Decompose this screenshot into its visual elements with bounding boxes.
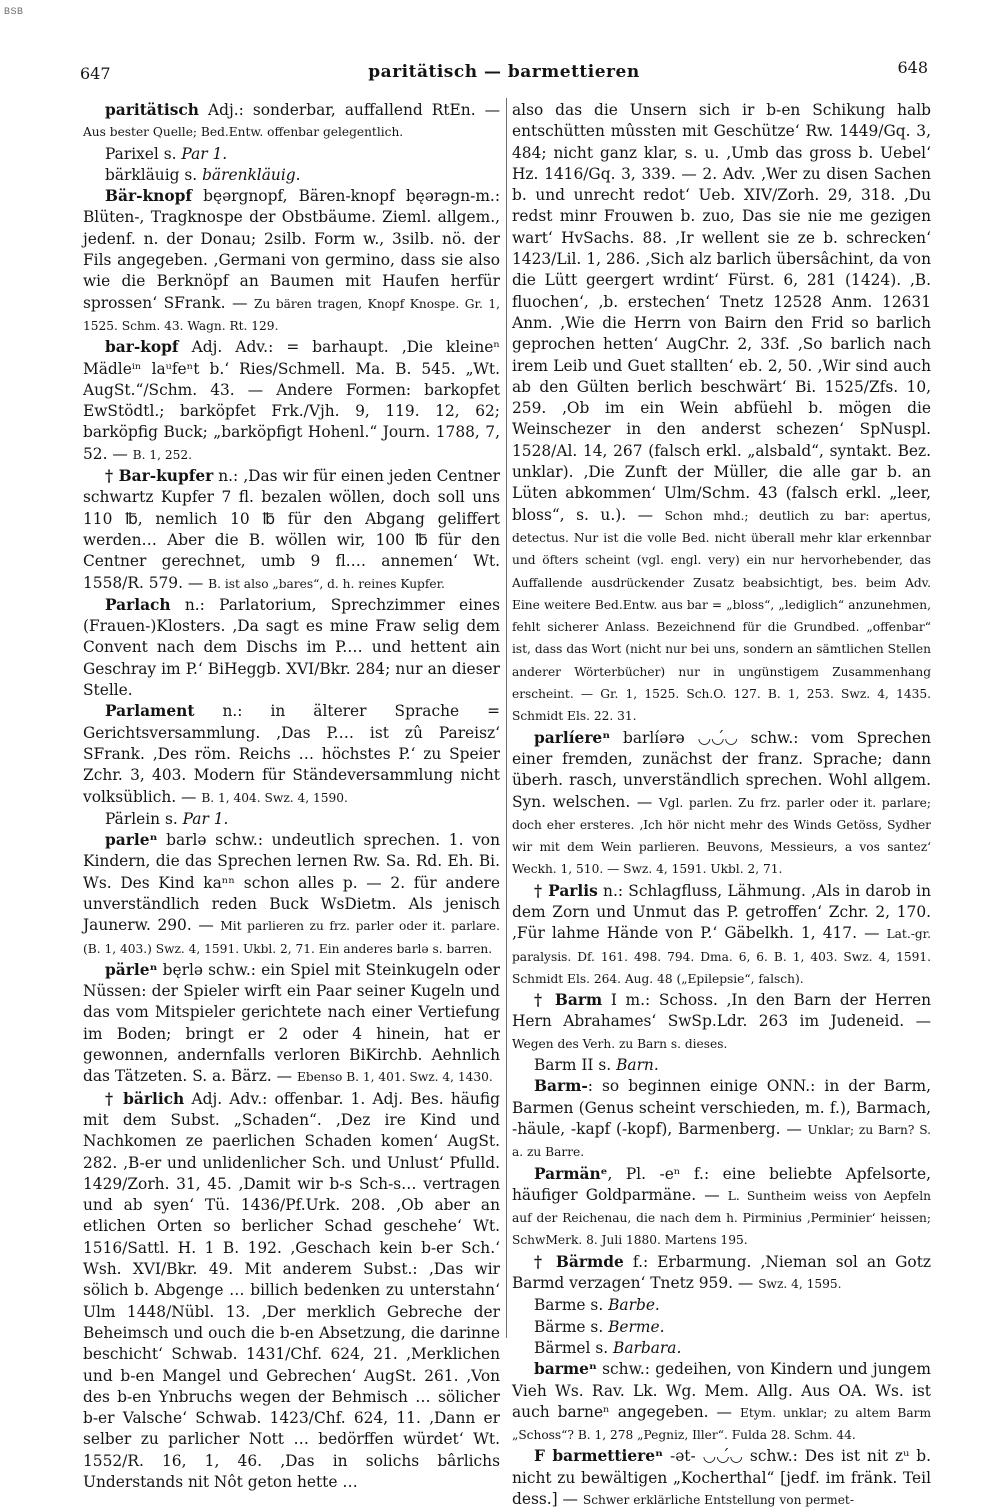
library-stamp: BSB xyxy=(4,6,24,16)
headword: Parlament xyxy=(105,702,195,721)
headword: Parlach xyxy=(105,595,171,614)
entry-note: L. Suntheim weiss von Aepfeln auf der Reichenau, die nach dem h. Pirminius ‚Perminier‘ heissen; SchwMerk. 8. Juli 1880. Martens 195. xyxy=(512,1188,931,1248)
entry-text: Parixel s. xyxy=(105,144,182,163)
cross-reference: Par 1. xyxy=(182,809,229,828)
entry-note: B. 1, 404. Swz. 4, 1590. xyxy=(201,790,348,805)
entry-text: Barme s. xyxy=(534,1296,609,1315)
entry-note: B. 1, 252. xyxy=(132,447,192,462)
entry-text: bęrlə schw.: ein Spiel mit Steinkugeln oder Nüssen: der Spieler wirft ein Paar seiner Kugeln und das vom Mitspieler gerichtete nach einer Vertiefung im Boden; bringt er 2 oder 4 hinein, hat er gewonnen, andernfalls verloren BiKirchb. Aehnlich das Tätzeten. S. a. Bärz. — xyxy=(83,960,500,1086)
headword: † Parlis xyxy=(534,881,598,900)
cross-reference: bärenkläuig. xyxy=(202,165,301,184)
dictionary-entry xyxy=(83,809,500,830)
entry-text: barlə schw.: undeutlich sprechen. 1. von Kindern, die das Sprechen lernen Rw. Sa. Rd. Eh. Bi. Ws. Des Kind kaⁿⁿ schon alles p. — 2. für andere unverständlich reden Buck WsDietm. Als jenisch Jaunerw. 290. — xyxy=(83,831,500,935)
running-title: paritätisch — barmettieren xyxy=(368,62,640,82)
dictionary-entry xyxy=(512,1076,931,1163)
entry-note: Aus bester Quelle; Bed.Entw. offenbar gelegentlich. xyxy=(83,125,404,140)
left-column xyxy=(83,100,500,1493)
entry-text: n.: ‚Das wir für einen jeden Centner schwartz Kupfer 7 fl. bezalen wöllen, doch soll uns 110 ℔, nemlich 10 ℔ für den Abgang geliffert werden… Aber die B. wöllen wir, 100 ℔ für den Centner gerechnet, umb 9 fl.… annemen‘ Wt. 1558/R. 579. — xyxy=(83,467,500,592)
entry-note: Unklar; zu Barn? S. a. zu Barre. xyxy=(512,1122,931,1160)
dictionary-entry xyxy=(83,960,500,1089)
dictionary-entry xyxy=(512,1359,931,1446)
page-number-left: 647 xyxy=(80,64,111,83)
headword: † Barm xyxy=(534,991,603,1010)
headword: parlíereⁿ xyxy=(534,728,611,747)
entry-note: Vgl. parlen. Zu frz. parler oder it. parlare; doch eher ersteres. ‚Ich hör nicht mehr des Winds Getöss, Sydher wir mit dem Wein parlieren. Beuvons, Messieurs, a vos santez‘ Weckh. 1, 510. — Swz. 4, 1591. Ukbl. 2, 71. xyxy=(512,795,931,877)
entry-text: barlíərə ◡◡́◡ schw.: vom Sprechen einer fremden, zunächst der franz. Sprache; dann überh. rasch, unverständlich sprechen. Wohl allgem. Syn. welschen. — xyxy=(512,728,931,811)
entry-text: Adj.: sonderbar, auffallend RtEn. — xyxy=(198,101,500,119)
right-column xyxy=(512,100,931,1511)
dictionary-entry xyxy=(512,100,931,728)
headword: barmeⁿ xyxy=(534,1360,597,1379)
entry-text: , Pl. -eⁿ f.: eine beliebte Apfelsorte, häufiger Goldparmäne. — xyxy=(512,1164,931,1204)
headword: Barm- xyxy=(534,1077,588,1096)
entry-text: n.: in älterer Sprache = Gerichtsversammlung. ‚Das P.… ist zû Pareisz‘ SFrank. ‚Des röm. Reichs … höchstes P.‘ zu Speier Zchr. 3, 403. Modern für Ständeversammlung nicht volksüblich. — xyxy=(83,702,500,806)
entry-text: bęərgnopf, Bären-knopf bęərəgn-m.: Blüten-, Tragknospe der Obstbäume. Zieml. allgem., jedenf. n. der Donau; 2silb. Form w., 3silb. nö. der Fils angegeben. ‚Germani von germino, dass sie also wie die Berknöpf an Baumen mit Haufen herfür sprossen‘ SFrank. — xyxy=(83,187,500,312)
dictionary-entry xyxy=(512,881,931,990)
entry-note: Mit parlieren zu frz. parler oder it. parlare. (B. 1, 403.) Swz. 4, 1591. Ukbl. 2, 71. Ein anderes barlə s. barren. xyxy=(83,919,500,956)
dictionary-entry xyxy=(512,728,931,881)
dictionary-entry xyxy=(512,1446,931,1511)
headword: paritätisch xyxy=(105,101,199,119)
headword: † Bärmde xyxy=(534,1252,624,1271)
cross-reference: Par 1. xyxy=(181,144,228,163)
dictionary-entry xyxy=(83,1089,500,1494)
entry-note: Ebenso B. 1, 401. Swz. 4, 1430. xyxy=(296,1070,493,1085)
entry-text: schw.: gedeihen, von Kindern und jungem Vieh Ws. Rav. Lk. Wg. Mem. Allg. Aus OA. Ws. ist auch barneⁿ angegeben. — xyxy=(512,1360,931,1421)
headword: † bärlich xyxy=(105,1089,185,1108)
dictionary-entry xyxy=(83,165,500,186)
entry-text: n.: Parlatorium, Sprechzimmer eines (Frauen-)Klosters. ‚Da sagt es mine Fraw selig dem Convent nach dem Dischs im P.… und hettent ain Geschray im P.‘ BiHeggb. XVI/Bkr. 284; nur an dieser Stelle. xyxy=(83,595,500,700)
headword: † Bar-kupfer xyxy=(105,467,214,486)
entry-text: f.: Erbarmung. ‚Nieman sol an Gotz Barmd verzagen‘ Tnetz 959. — xyxy=(512,1252,931,1293)
headword: Bär-knopf xyxy=(105,187,192,206)
page-number-right: 648 xyxy=(897,58,928,77)
cross-reference: Berme. xyxy=(608,1317,665,1336)
entry-note: Zu bären tragen, Knopf Knospe. Gr. 1, 1525. Schm. 43. Wagn. Rt. 129. xyxy=(83,296,500,333)
entry-text: I m.: Schoss. ‚In den Barn der Herren Hern Abrahames‘ SwSp.Ldr. 263 im Judeneid. — xyxy=(512,991,932,1031)
entry-text: : so beginnen einige ONN.: in der Barm, Barmen (Genus scheint verschieden, m. f.), Barmach, -häule, -kapf (-kopf), Barmenberg. — xyxy=(512,1077,931,1138)
entry-text: Barm II s. xyxy=(534,1056,617,1075)
entry-note: Etym. unklar; zu altem Barm „Schoss“? B. 1, 278 „Pegniz, Iller“. Fulda 28. Schm. 44. xyxy=(512,1405,931,1443)
dictionary-entry xyxy=(512,1164,931,1252)
dictionary-entry xyxy=(512,1338,931,1359)
dictionary-entry xyxy=(83,186,500,337)
dictionary-entry xyxy=(83,337,500,466)
dictionary-entry xyxy=(83,144,500,165)
column-divider xyxy=(506,98,507,1338)
headword: bar-kopf xyxy=(105,338,179,357)
entry-note: Swz. 4, 1595. xyxy=(758,1277,842,1292)
entry-text: n.: Schlagfluss, Lähmung. ‚Als in darob in dem Zorn und Unmut das P. getroffen‘ Zchr. 2, 170. ‚Für lahme Hände von P.‘ Gäbelkh. 1, 417. — xyxy=(512,881,931,943)
entry-text: Bärmel s. xyxy=(534,1338,614,1357)
entry-text: also das die Unsern sich ir b-en Schikung halb entschütten mûssten mit Geschütze‘ Rw. 1449/Gq. 3, 484; nicht ganz klar, s. u. ‚Umb das gross b. Uebel‘ Hz. 1416/Gq. 3, 339. — 2. Adv. ‚Wer zu disen Sachen b. und unrecht redot‘ Ueb. XIV/Zorh. 29, 318. ‚Du redst minr Frouwen b. zuo, Das sie nie me gezigen wart‘ HvSachs. 88. ‚Ir wellent sie ze b. schrecken‘ 1423/Lil. 1, 286. ‚Sich alz barlich übersâchint, da von die Lütt geergert wrdint‘ Fürst. 6, 281 (1424). ‚B. fluochen‘, ‚b. erstechen‘ Tnetz 12528 Anm. 12631 Anm. ‚Wie die Herrn von Bairn den Frid so barlich geprochen hetten‘ AugChr. 2, 33f. ‚So barlich nach irem Leib und Guet stallten‘ eb. 2, 50. ‚Wir sind auch ab den Gülten berlich beschwärt‘ Bi. 1525/Zfs. 10, 259. ‚Ob im ein Wein abfüehl b. mögen die Weinschezer in den anderst schezen‘ SpNuspl. 1528/Al. 14, 267 (falsch erkl. „alsbald“, syntakt. Bez. unklar). ‚Die Zunft der Müller, die alle gar b. an Lüten abkommen‘ Ulm/Schm. 43 (falsch erkl. „leer, bloss“, s. u.). — xyxy=(512,101,931,524)
cross-reference: Barbara. xyxy=(613,1338,682,1357)
entry-note: Schwer erklärliche Entstellung von permet- xyxy=(582,1493,854,1507)
dictionary-entry xyxy=(83,595,500,701)
entry-note: Wegen des Verh. zu Barn s. dieses. xyxy=(512,1036,728,1051)
headword: parleⁿ xyxy=(105,831,158,850)
dictionary-entry xyxy=(83,701,500,808)
dictionary-entry xyxy=(83,830,500,960)
headword: pärleⁿ xyxy=(105,960,158,979)
entry-note: B. ist also „bares“, d. h. reines Kupfer. xyxy=(208,576,445,591)
dictionary-entry xyxy=(512,1055,931,1076)
cross-reference: Barbe. xyxy=(608,1296,660,1315)
dictionary-entry xyxy=(512,990,931,1055)
entry-note: Schon mhd.; deutlich zu bar: apertus, detectus. Nur ist die volle Bed. nicht überall mehr klar erkennbar und öfters scheint (vgl. engl. very) ein nur hervorhebender, das Auffallende ausdrückender Zusatz beabsichtigt, bes. beim Adv. Eine weitere Bed.Entw. aus bar = „bloss“, „lediglich“ anzunehmen, fehlt sicherer Anlass. Bezeichnend für die Grundbed. „offenbar“ ist, dass das Wort (nicht nur bei uns, sondern an sämtlichen Stellen anderer Wörterbücher) nur in ungünstigem Zusammenhang erscheint. — Gr. 1, 1525. Sch.O. 127. B. 1, 253. Swz. 4, 1435. Schmidt Els. 22. 31. xyxy=(512,508,931,724)
dictionary-entry xyxy=(512,1252,931,1296)
entry-text: Adj. Adv.: = barhaupt. ‚Die kleineⁿ Mädleⁱⁿ laᵘfeⁿt b.‘ Ries/Schmell. Ma. B. 545. „Wt. AugSt.“/Schm. 43. — Andere Formen: barkopfet EwStödtl.; barköpfet Frk./Vjh. 9, 119. 12, 62; barköpfig Buck; „barköpfigt Hohenl.“ Journ. 1788, 7, 52. — xyxy=(83,338,500,463)
entry-text: Bärme s. xyxy=(534,1317,609,1336)
cross-reference: Barn. xyxy=(616,1056,659,1075)
entry-text: -ət- ◡◡́◡ schw.: Des ist nit zᵘ b. nicht zu bewältigen „Kocherthal“ [jedf. im fränk. Teil dess.] — xyxy=(512,1447,931,1508)
entry-text: Pärlein s. xyxy=(105,809,183,828)
dictionary-entry xyxy=(83,466,500,595)
dictionary-entry xyxy=(512,1295,931,1316)
dictionary-entry xyxy=(512,1317,931,1338)
entry-text: Adj. Adv.: offenbar. 1. Adj. Bes. häufig mit dem Subst. „Schaden“. ‚Dez ire Kind und Nachkomen ze paerlichen Schaden komen‘ AugSt. 282. ‚B-er und unlidenlicher Sch. und Unlust‘ Pfulld. 1429/Zorh. 31, 45. ‚Damit wir b-s Sch-s… vertragen und ab syen‘ Tü. 1436/Pf.Urk. 208. ‚Ob aber an etlichen Orten so berlicher Schad geschehe‘ Wt. 1516/Sattl. H. 1 B. 192. ‚Geschach kein b-er Sch.‘ Wsh. XVI/Bkr. 49. Mit anderem Subst.: ‚Das wir sölich b. Abgenge … billich bedenken zu unterstahn‘ Ulm 1448/Nübl. 13. ‚Der merklich Gebreche der Beheimsch und ouch die b-en Absetzung, die darinne beschicht‘ Schwab. 1431/Chf. 624, 21. ‚Merklichen und b-en Mangel und Gebrechen‘ AugSt. 261. ‚Von des b-en Ynbruchs wegen der Behmisch … sölicher b-er Valsche‘ Schwab. 1423/Chf. 624, 11. ‚Dann er selber zu parlicher Nott … bedörffen würdet‘ Wt. 1552/R. 16, 1, 46. ‚Das in solichs bârlichs Understands nit Nôt geton hette … xyxy=(83,1089,500,1491)
headword: Parmänᵉ xyxy=(534,1164,608,1183)
entry-text: bärkläuig s. xyxy=(105,165,203,184)
page-header xyxy=(80,58,928,86)
entry-note: Lat.-gr. paralysis. Df. 161. 498. 794. Dma. 6, 6. B. 1, 403. Swz. 4, 1591. Schmidt Els. 264. Aug. 48 („Epilepsie“, falsch). xyxy=(512,927,931,986)
headword: F barmettiereⁿ xyxy=(534,1447,664,1466)
dictionary-entry xyxy=(83,100,500,144)
